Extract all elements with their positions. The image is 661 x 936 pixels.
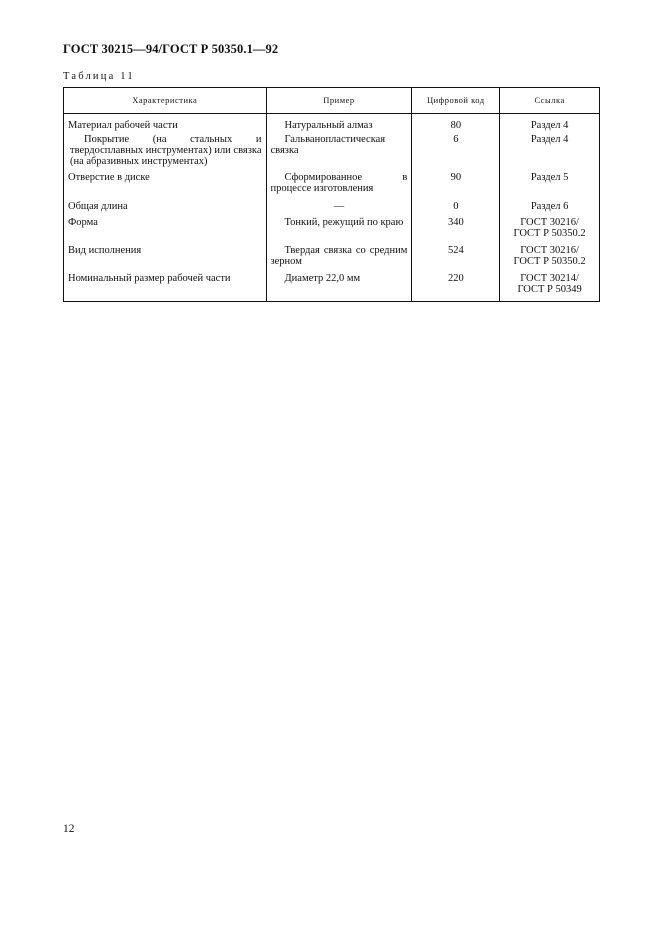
reference-line: Раздел 6: [530, 201, 569, 212]
table-row: [64, 132, 600, 170]
cell-characteristic: Материал рабочей части: [64, 114, 267, 133]
column-header-reference: Ссылка: [500, 88, 600, 114]
table-row: [64, 170, 600, 199]
reference-line: Раздел 5: [530, 172, 569, 183]
cell-characteristic: Форма: [64, 215, 267, 243]
table-row: [64, 243, 600, 271]
cell-reference: [500, 132, 600, 170]
table-row: [64, 114, 600, 133]
table-caption: Таблица 11: [63, 71, 135, 82]
reference-line: Раздел 4: [530, 134, 569, 145]
cell-example: Натуральный алмаз: [266, 114, 412, 133]
column-header-code: Цифровой код: [412, 88, 500, 114]
reference-line: ГОСТ 30216/: [520, 217, 579, 228]
cell-example: Твердая связка со средним зерном: [266, 243, 412, 271]
cell-reference: [500, 243, 600, 271]
page-number: 12: [63, 823, 75, 835]
cell-example: Сформированное в процессе изготовления: [266, 170, 412, 199]
cell-code: 524: [412, 243, 500, 271]
cell-characteristic: Вид исполнения: [64, 243, 267, 271]
table-row: [64, 199, 600, 215]
column-header-characteristic: Характеристика: [64, 88, 267, 114]
cell-example: Тонкий, режущий по краю: [266, 215, 412, 243]
reference-line: ГОСТ Р 50350.2: [513, 228, 586, 239]
reference-line: Раздел 4: [530, 120, 569, 131]
spec-table: [63, 87, 600, 302]
cell-code: 340: [412, 215, 500, 243]
reference-line: ГОСТ 30214/: [520, 273, 579, 284]
cell-code: 220: [412, 271, 500, 302]
cell-code: 90: [412, 170, 500, 199]
cell-example: Диаметр 22,0 мм: [266, 271, 412, 302]
cell-reference: [500, 271, 600, 302]
table-row: [64, 215, 600, 243]
reference-line: ГОСТ Р 50350.2: [513, 256, 586, 267]
cell-example: —: [266, 199, 412, 215]
cell-characteristic: Покрытие (на стальных и твердосплавных инструментах) или связка (на абразивных инструментах): [64, 132, 267, 170]
cell-code: 6: [412, 132, 500, 170]
cell-reference: [500, 199, 600, 215]
table-row: [64, 271, 600, 302]
cell-code: 80: [412, 114, 500, 133]
cell-reference: [500, 114, 600, 133]
column-header-example: Пример: [266, 88, 412, 114]
cell-example: Гальванопластическая связка: [266, 132, 412, 170]
cell-characteristic: Отверстие в диске: [64, 170, 267, 199]
table-header-row: [64, 88, 600, 114]
document-header: ГОСТ 30215—94/ГОСТ Р 50350.1—92: [63, 42, 279, 56]
cell-characteristic: Общая длина: [64, 199, 267, 215]
cell-characteristic: Номинальный размер рабочей части: [64, 271, 267, 302]
cell-code: 0: [412, 199, 500, 215]
cell-reference: [500, 170, 600, 199]
reference-line: ГОСТ Р 50349: [517, 284, 582, 295]
cell-reference: [500, 215, 600, 243]
reference-line: ГОСТ 30216/: [520, 245, 579, 256]
